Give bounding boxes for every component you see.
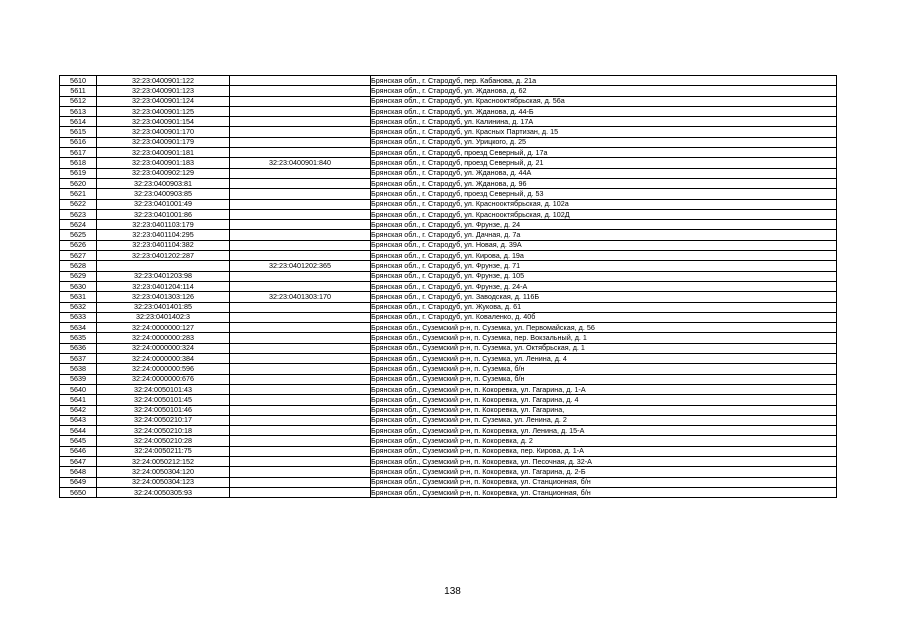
table-row [60, 405, 837, 415]
cell-cadastral-number: 32:24:0050210:28 [97, 436, 230, 446]
cell-cadastral-number: 32:23:0400901:170 [97, 127, 230, 137]
table-row [60, 127, 837, 137]
cell-address: Брянская обл., г. Стародуб, ул. Красных Партизан, д. 15 [371, 127, 837, 137]
cell-cadastral-number: 32:23:0401401:85 [97, 302, 230, 312]
cell-record-number: 5610 [60, 76, 97, 86]
cell-related-cadastral-number [230, 148, 371, 158]
cell-address: Брянская обл., Суземский р-н, п. Суземка, ул. Ленина, д. 2 [371, 415, 837, 425]
table-row [60, 168, 837, 178]
cell-address: Брянская обл., Суземский р-н, п. Суземка, пер. Вокзальный, д. 1 [371, 333, 837, 343]
table-row [60, 343, 837, 353]
cell-related-cadastral-number [230, 76, 371, 86]
cell-record-number: 5627 [60, 251, 97, 261]
table-row [60, 271, 837, 281]
table-row [60, 374, 837, 384]
cell-cadastral-number [97, 261, 230, 271]
cell-cadastral-number: 32:23:0401303:126 [97, 292, 230, 302]
table-row [60, 384, 837, 394]
cell-cadastral-number: 32:24:0000000:596 [97, 364, 230, 374]
cell-related-cadastral-number [230, 230, 371, 240]
cell-cadastral-number: 32:23:0401204:114 [97, 281, 230, 291]
cell-related-cadastral-number [230, 384, 371, 394]
cell-address: Брянская обл., г. Стародуб, ул. Кирова, д. 19а [371, 251, 837, 261]
cell-cadastral-number: 32:23:0401402:3 [97, 312, 230, 322]
cell-cadastral-number: 32:23:0401103:179 [97, 220, 230, 230]
table-row [60, 446, 837, 456]
page-number: 138 [444, 586, 461, 597]
cell-address: Брянская обл., Суземский р-н, п. Кокоревка, ул. Станционная, б/н [371, 487, 837, 497]
cell-record-number: 5616 [60, 137, 97, 147]
cell-cadastral-number: 32:24:0050212:152 [97, 456, 230, 466]
table-row [60, 281, 837, 291]
cell-cadastral-number: 32:23:0400901:154 [97, 117, 230, 127]
cell-address: Брянская обл., г. Стародуб, пер. Кабанова, д. 21а [371, 76, 837, 86]
cell-related-cadastral-number [230, 446, 371, 456]
table-row [60, 323, 837, 333]
table-row [60, 148, 837, 158]
table-row [60, 436, 837, 446]
cell-related-cadastral-number [230, 96, 371, 106]
table-row [60, 415, 837, 425]
cell-address: Брянская обл., г. Стародуб, ул. Новая, д. 39А [371, 240, 837, 250]
cell-cadastral-number: 32:23:0401104:295 [97, 230, 230, 240]
cell-record-number: 5630 [60, 281, 97, 291]
table-row [60, 292, 837, 302]
cell-related-cadastral-number [230, 436, 371, 446]
cell-cadastral-number: 32:24:0000000:283 [97, 333, 230, 343]
cell-address: Брянская обл., Суземский р-н, п. Кокоревка, ул. Гагарина, д. 2-Б [371, 467, 837, 477]
cell-record-number: 5632 [60, 302, 97, 312]
table-row [60, 209, 837, 219]
cell-related-cadastral-number [230, 374, 371, 384]
cell-cadastral-number: 32:23:0400901:181 [97, 148, 230, 158]
cell-address: Брянская обл., г. Стародуб, ул. Фрунзе, д. 71 [371, 261, 837, 271]
cell-record-number: 5648 [60, 467, 97, 477]
cell-cadastral-number: 32:24:0050210:18 [97, 426, 230, 436]
cell-record-number: 5622 [60, 199, 97, 209]
cell-address: Брянская обл., г. Стародуб, ул. Дачная, д. 7а [371, 230, 837, 240]
cell-record-number: 5623 [60, 209, 97, 219]
cell-record-number: 5611 [60, 86, 97, 96]
table-row [60, 312, 837, 322]
cell-record-number: 5641 [60, 395, 97, 405]
cell-address: Брянская обл., г. Стародуб, ул. Краснооктябрьская, д. 102а [371, 199, 837, 209]
cell-record-number: 5650 [60, 487, 97, 497]
table-row [60, 220, 837, 230]
cell-address: Брянская обл., г. Стародуб, ул. Фрунзе, д. 105 [371, 271, 837, 281]
cell-address: Брянская обл., Суземский р-н, п. Суземка, ул. Октябрьская, д. 1 [371, 343, 837, 353]
cell-record-number: 5638 [60, 364, 97, 374]
cell-address: Брянская обл., г. Стародуб, ул. Краснооктябрьская, д. 56а [371, 96, 837, 106]
cell-record-number: 5612 [60, 96, 97, 106]
cell-cadastral-number: 32:24:0000000:324 [97, 343, 230, 353]
cell-cadastral-number: 32:23:0400902:129 [97, 168, 230, 178]
cell-cadastral-number: 32:24:0050211:75 [97, 446, 230, 456]
cell-address: Брянская обл., Суземский р-н, п. Кокоревка, пер. Кирова, д. 1-А [371, 446, 837, 456]
cell-address: Брянская обл., Суземский р-н, п. Суземка, б/н [371, 374, 837, 384]
cell-address: Брянская обл., Суземский р-н, п. Кокоревка, д. 2 [371, 436, 837, 446]
cell-record-number: 5624 [60, 220, 97, 230]
cell-related-cadastral-number [230, 312, 371, 322]
cell-address: Брянская обл., г. Стародуб, ул. Краснооктябрьская, д. 102Д [371, 209, 837, 219]
cell-record-number: 5644 [60, 426, 97, 436]
cell-record-number: 5615 [60, 127, 97, 137]
cell-record-number: 5642 [60, 405, 97, 415]
cell-address: Брянская обл., г. Стародуб, ул. Калинина, д. 17А [371, 117, 837, 127]
table-row [60, 240, 837, 250]
cell-address: Брянская обл., Суземский р-н, п. Кокоревка, ул. Гагарина, д. 1-А [371, 384, 837, 394]
cell-address: Брянская обл., Суземский р-н, п. Суземка, ул. Ленина, д. 4 [371, 354, 837, 364]
cell-cadastral-number: 32:23:0400901:183 [97, 158, 230, 168]
cell-cadastral-number: 32:24:0050210:17 [97, 415, 230, 425]
cell-related-cadastral-number [230, 333, 371, 343]
cell-cadastral-number: 32:24:0050304:123 [97, 477, 230, 487]
cell-cadastral-number: 32:23:0401203:98 [97, 271, 230, 281]
cell-record-number: 5635 [60, 333, 97, 343]
cell-record-number: 5618 [60, 158, 97, 168]
cell-related-cadastral-number [230, 137, 371, 147]
cell-address: Брянская обл., г. Стародуб, проезд Северный, д. 17а [371, 148, 837, 158]
table-row [60, 199, 837, 209]
table-row [60, 364, 837, 374]
cell-related-cadastral-number [230, 240, 371, 250]
cell-related-cadastral-number: 32:23:0400901:840 [230, 158, 371, 168]
table-row [60, 354, 837, 364]
table-row [60, 251, 837, 261]
cell-cadastral-number: 32:23:0400903:81 [97, 178, 230, 188]
table-row [60, 137, 837, 147]
cell-related-cadastral-number: 32:23:0401202:365 [230, 261, 371, 271]
cell-address: Брянская обл., г. Стародуб, ул. Коваленко, д. 40б [371, 312, 837, 322]
cell-record-number: 5639 [60, 374, 97, 384]
cell-record-number: 5621 [60, 189, 97, 199]
cell-related-cadastral-number: 32:23:0401303:170 [230, 292, 371, 302]
cell-address: Брянская обл., г. Стародуб, ул. Жданова, д. 96 [371, 178, 837, 188]
table-row [60, 487, 837, 497]
cell-address: Брянская обл., г. Стародуб, ул. Жукова, д. 61 [371, 302, 837, 312]
cell-related-cadastral-number [230, 477, 371, 487]
cell-cadastral-number: 32:24:0050101:45 [97, 395, 230, 405]
registry-table-body [60, 76, 837, 498]
cell-cadastral-number: 32:24:0050305:93 [97, 487, 230, 497]
cell-related-cadastral-number [230, 199, 371, 209]
cell-address: Брянская обл., г. Стародуб, ул. Фрунзе, д. 24-А [371, 281, 837, 291]
cell-record-number: 5645 [60, 436, 97, 446]
table-row [60, 96, 837, 106]
cell-cadastral-number: 32:24:0050101:46 [97, 405, 230, 415]
cell-cadastral-number: 32:24:0050304:120 [97, 467, 230, 477]
table-row [60, 426, 837, 436]
table-row [60, 76, 837, 86]
cell-related-cadastral-number [230, 302, 371, 312]
cell-related-cadastral-number [230, 189, 371, 199]
cell-cadastral-number: 32:24:0000000:676 [97, 374, 230, 384]
cell-related-cadastral-number [230, 220, 371, 230]
cell-record-number: 5628 [60, 261, 97, 271]
cell-cadastral-number: 32:23:0400903:85 [97, 189, 230, 199]
cell-address: Брянская обл., Суземский р-н, п. Кокоревка, ул. Ленина, д. 15-А [371, 426, 837, 436]
cell-related-cadastral-number [230, 323, 371, 333]
cell-record-number: 5637 [60, 354, 97, 364]
cell-related-cadastral-number [230, 456, 371, 466]
cell-record-number: 5649 [60, 477, 97, 487]
cell-address: Брянская обл., г. Стародуб, ул. Жданова, д. 44-Б [371, 106, 837, 116]
cell-related-cadastral-number [230, 168, 371, 178]
cell-record-number: 5631 [60, 292, 97, 302]
cell-address: Брянская обл., г. Стародуб, ул. Жданова, д. 62 [371, 86, 837, 96]
cell-address: Брянская обл., г. Стародуб, ул. Урицкого, д. 25 [371, 137, 837, 147]
cell-cadastral-number: 32:23:0400901:122 [97, 76, 230, 86]
property-registry-table [59, 75, 837, 498]
cell-related-cadastral-number [230, 405, 371, 415]
cell-related-cadastral-number [230, 271, 371, 281]
cell-cadastral-number: 32:23:0401001:49 [97, 199, 230, 209]
cell-cadastral-number: 32:23:0400901:125 [97, 106, 230, 116]
table-row [60, 178, 837, 188]
table-row [60, 467, 837, 477]
cell-related-cadastral-number [230, 281, 371, 291]
table-row [60, 106, 837, 116]
cell-related-cadastral-number [230, 209, 371, 219]
cell-related-cadastral-number [230, 251, 371, 261]
cell-record-number: 5617 [60, 148, 97, 158]
cell-address: Брянская обл., г. Стародуб, проезд Северный, д. 21 [371, 158, 837, 168]
cell-record-number: 5647 [60, 456, 97, 466]
cell-cadastral-number: 32:24:0050101:43 [97, 384, 230, 394]
cell-related-cadastral-number [230, 415, 371, 425]
cell-address: Брянская обл., Суземский р-н, п. Кокоревка, ул. Гагарина, д. 4 [371, 395, 837, 405]
cell-related-cadastral-number [230, 117, 371, 127]
cell-cadastral-number: 32:23:0400901:179 [97, 137, 230, 147]
cell-record-number: 5620 [60, 178, 97, 188]
cell-cadastral-number: 32:23:0401001:86 [97, 209, 230, 219]
cell-address: Брянская обл., Суземский р-н, п. Суземка, б/н [371, 364, 837, 374]
cell-cadastral-number: 32:24:0000000:127 [97, 323, 230, 333]
cell-record-number: 5619 [60, 168, 97, 178]
table-row [60, 395, 837, 405]
cell-cadastral-number: 32:23:0400901:124 [97, 96, 230, 106]
cell-record-number: 5625 [60, 230, 97, 240]
cell-related-cadastral-number [230, 467, 371, 477]
cell-cadastral-number: 32:23:0400901:123 [97, 86, 230, 96]
table-row [60, 477, 837, 487]
cell-address: Брянская обл., Суземский р-н, п. Кокоревка, ул. Станционная, б/н [371, 477, 837, 487]
cell-address: Брянская обл., г. Стародуб, ул. Фрунзе, д. 24 [371, 220, 837, 230]
cell-record-number: 5633 [60, 312, 97, 322]
cell-related-cadastral-number [230, 364, 371, 374]
cell-address: Брянская обл., Суземский р-н, п. Суземка, ул. Первомайская, д. 56 [371, 323, 837, 333]
cell-record-number: 5646 [60, 446, 97, 456]
cell-related-cadastral-number [230, 487, 371, 497]
table-row [60, 333, 837, 343]
table-row [60, 189, 837, 199]
cell-record-number: 5629 [60, 271, 97, 281]
cell-address: Брянская обл., г. Стародуб, ул. Заводская, д. 116Б [371, 292, 837, 302]
cell-address: Брянская обл., Суземский р-н, п. Кокоревка, ул. Гагарина, [371, 405, 837, 415]
cell-record-number: 5640 [60, 384, 97, 394]
cell-record-number: 5613 [60, 106, 97, 116]
cell-record-number: 5634 [60, 323, 97, 333]
table-row [60, 158, 837, 168]
cell-related-cadastral-number [230, 354, 371, 364]
cell-cadastral-number: 32:23:0401104:382 [97, 240, 230, 250]
cell-related-cadastral-number [230, 106, 371, 116]
cell-related-cadastral-number [230, 426, 371, 436]
cell-record-number: 5636 [60, 343, 97, 353]
cell-address: Брянская обл., г. Стародуб, проезд Северный, д. 53 [371, 189, 837, 199]
cell-cadastral-number: 32:23:0401202:287 [97, 251, 230, 261]
cell-record-number: 5643 [60, 415, 97, 425]
cell-address: Брянская обл., г. Стародуб, ул. Жданова, д. 44А [371, 168, 837, 178]
cell-record-number: 5614 [60, 117, 97, 127]
cell-related-cadastral-number [230, 343, 371, 353]
table-row [60, 302, 837, 312]
table-row [60, 456, 837, 466]
cell-record-number: 5626 [60, 240, 97, 250]
table-row [60, 230, 837, 240]
table-row [60, 117, 837, 127]
cell-related-cadastral-number [230, 127, 371, 137]
table-row [60, 86, 837, 96]
cell-related-cadastral-number [230, 86, 371, 96]
cell-related-cadastral-number [230, 395, 371, 405]
cell-cadastral-number: 32:24:0000000:384 [97, 354, 230, 364]
table-row [60, 261, 837, 271]
cell-related-cadastral-number [230, 178, 371, 188]
cell-address: Брянская обл., Суземский р-н, п. Кокоревка, ул. Песочная, д. 32-А [371, 456, 837, 466]
